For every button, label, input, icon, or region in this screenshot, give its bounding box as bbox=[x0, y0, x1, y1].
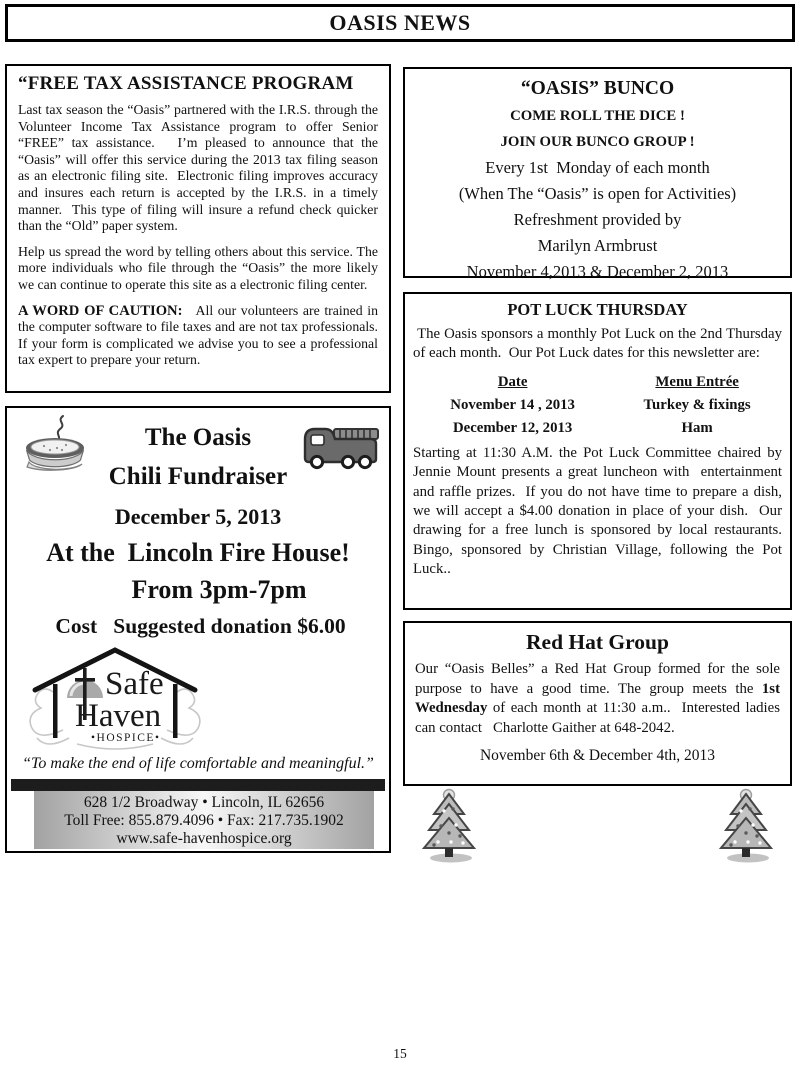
hospice-address-street: 628 1/2 Broadway • Lincoln, IL 62656 bbox=[83, 794, 325, 811]
potluck-row1-menu: Turkey & fixings bbox=[643, 396, 751, 413]
caution-text: All our volunteers are trained in the computer software to file taxes and are not tax professionals. If your form is complicated we advise you to see a professional tax expert to prepare your return. bbox=[18, 302, 385, 368]
table-row bbox=[413, 417, 782, 440]
page-title: OASIS NEWS bbox=[329, 10, 471, 35]
table-row bbox=[413, 394, 782, 417]
potluck-col-menu-label: Menu Entrée bbox=[655, 373, 739, 390]
chili-line-fundraiser: Chili Fundraiser bbox=[108, 463, 288, 490]
bunco-line-refreshment: Refreshment provided by bbox=[513, 210, 682, 229]
potluck-col-menu bbox=[612, 371, 782, 394]
christmas-tree-icon bbox=[717, 787, 775, 870]
hospice-address-phone: Toll Free: 855.879.4096 • Fax: 217.735.1902 bbox=[64, 812, 344, 829]
tax-assistance-box bbox=[5, 64, 391, 393]
potluck-body: Starting at 11:30 A.M. the Pot Luck Committee chaired by Jennie Mount presents a great luncheon with entertainment and raffle prizes. If you do not have time to prepare a dish, we will accept a $4.00 donation in place of your dish. Our drawing for a free lunch is sponsored by local restaurants. Bingo, sponsored by Christian Village, following the Pot Luck.. bbox=[413, 444, 794, 578]
chili-line-location: At the Lincoln Fire House! bbox=[46, 538, 350, 567]
bunco-line-join: JOIN OUR BUNCO GROUP ! bbox=[500, 134, 695, 150]
page-number: 15 bbox=[393, 1046, 407, 1061]
red-hat-body-pre: Our “Oasis Belles” a Red Hat Group formed for the sole purpose to have a good time. The group meets the bbox=[415, 661, 784, 697]
chili-line-cost: Cost Suggested donation $6.00 bbox=[55, 614, 346, 638]
chili-fundraiser-box bbox=[5, 406, 391, 853]
red-hat-dates: November 6th & December 4th, 2013 bbox=[479, 747, 716, 765]
potluck-col-date-label: Date bbox=[497, 373, 528, 390]
red-hat-title: Red Hat Group bbox=[526, 630, 669, 654]
potluck-box bbox=[403, 292, 792, 610]
potluck-col-date bbox=[413, 371, 612, 394]
potluck-table-header bbox=[413, 371, 782, 394]
red-hat-body-bold: 1st Wednesday bbox=[415, 680, 784, 717]
bunco-line-condition: (When The “Oasis” is open for Activities) bbox=[458, 184, 737, 203]
potluck-row1-date: November 14 , 2013 bbox=[450, 396, 575, 413]
hospice-address-bar bbox=[34, 791, 374, 849]
safe-haven-hospice-logo bbox=[17, 642, 227, 759]
caution-label: A WORD OF CAUTION: bbox=[18, 302, 183, 319]
tax-paragraph-caution bbox=[18, 302, 385, 369]
bunco-box bbox=[403, 67, 792, 281]
address-bar-divider bbox=[11, 779, 385, 791]
bunco-title: “OASIS” BUNCO bbox=[520, 78, 675, 99]
potluck-table bbox=[413, 371, 782, 440]
hospice-address-website: www.safe-havenhospice.org bbox=[116, 830, 292, 847]
bunco-line-dates: November 4,2013 & December 2, 2013 bbox=[466, 262, 729, 281]
red-hat-body bbox=[415, 660, 784, 738]
chili-line-the-oasis: The Oasis bbox=[144, 424, 252, 451]
chili-line-time: From 3pm-7pm bbox=[131, 575, 307, 604]
hospice-tagline: “To make the end of life comfortable and meaningful.” bbox=[22, 755, 374, 772]
logo-word-haven: Haven bbox=[75, 698, 162, 734]
potluck-row2-menu: Ham bbox=[681, 419, 713, 436]
red-hat-body-post: of each month at 11:30 a.m.. Interested ladies can contact Charlotte Gaither at 648-2042. bbox=[415, 700, 784, 736]
chili-line-date: December 5, 2013 bbox=[114, 504, 282, 529]
potluck-title: POT LUCK THURSDAY bbox=[507, 300, 688, 319]
logo-word-safe: Safe bbox=[105, 666, 164, 702]
bunco-line-host: Marilyn Armbrust bbox=[537, 236, 658, 255]
christmas-tree-icon bbox=[420, 787, 478, 870]
tax-paragraph-1: Last tax season the “Oasis” partnered with the I.R.S. through the Volunteer Income Tax Assistance program to offer Senior “FREE” tax assistance. I’m pleased to announce that the “Oasis” will offer this service during the 2013 tax filing season as an electronic filing site. Electronic filing improves accuracy and insures each return is accepted by the I.R.S. in a timely manner. This type of filing will insure a refund check quicker than the “Old” paper system. bbox=[18, 102, 382, 234]
red-hat-group-box bbox=[403, 621, 792, 786]
potluck-intro: The Oasis sponsors a monthly Pot Luck on the 2nd Thursday of each month. Our Pot Luck dates for this newsletter are: bbox=[413, 326, 786, 362]
potluck-row2-date: December 12, 2013 bbox=[452, 419, 573, 436]
tax-assistance-title: “FREE TAX ASSISTANCE PROGRAM bbox=[18, 73, 354, 94]
masthead bbox=[5, 4, 795, 42]
bunco-line-dice: COME ROLL THE DICE ! bbox=[510, 108, 685, 124]
logo-word-hospice: •HOSPICE• bbox=[91, 732, 161, 744]
bunco-line-schedule: Every 1st Monday of each month bbox=[485, 158, 710, 177]
tax-paragraph-2: Help us spread the word by telling others about this service. The more individuals who file through the “Oasis” the more likely we can continue to operate this site as a electronic filing center. bbox=[18, 243, 382, 292]
